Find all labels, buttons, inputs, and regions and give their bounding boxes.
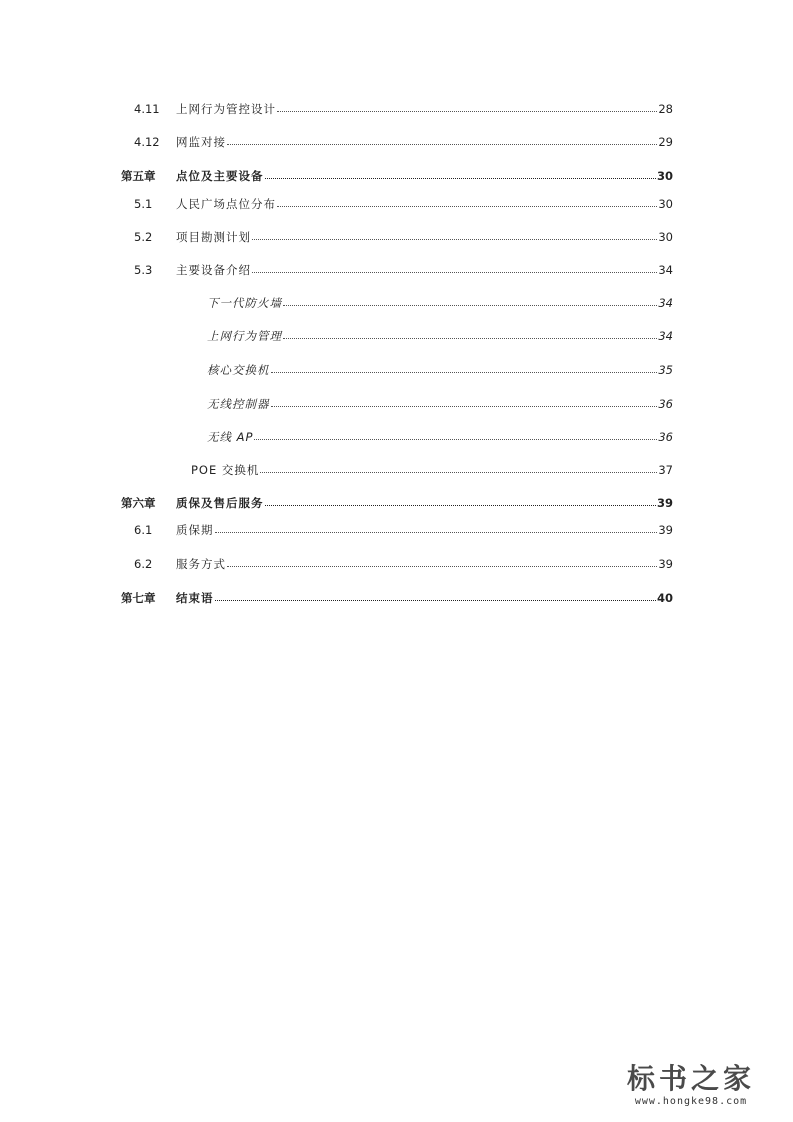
toc-row[interactable] (207, 362, 673, 378)
toc-title: 点位及主要设备 (176, 169, 264, 183)
toc-title: 无线 AP (207, 430, 254, 444)
toc-title: 人民广场点位分布 (176, 197, 276, 211)
toc-page-number: 30 (656, 169, 673, 183)
toc-leader-dots (227, 135, 657, 145)
toc-number: 4.11 (134, 102, 160, 116)
toc-title: 项目勘测计划 (176, 230, 251, 244)
toc-leader-dots (265, 496, 656, 506)
toc-title: 核心交换机 (207, 363, 270, 377)
toc-leader-dots (283, 329, 657, 339)
toc-page-number: 35 (658, 363, 673, 377)
toc-title: 结束语 (176, 591, 214, 605)
toc-leader-dots (260, 463, 657, 473)
toc-leader-dots (283, 296, 657, 306)
toc-page-number: 28 (658, 102, 673, 116)
toc-page-number: 39 (658, 557, 673, 571)
watermark-logo-text: 标书之家 (626, 1062, 755, 1095)
toc-page-number: 37 (658, 463, 673, 477)
toc-leader-dots (277, 197, 657, 207)
toc-number: 5.2 (134, 230, 153, 244)
toc-leader-dots (215, 591, 656, 601)
toc-leader-dots (271, 397, 658, 407)
toc-page-number: 30 (658, 230, 673, 244)
toc-row[interactable] (134, 522, 673, 538)
toc-leader-dots (277, 102, 657, 112)
watermark-url: www.hongke98.com (634, 1096, 748, 1107)
toc-title: 上网行为管理 (207, 329, 282, 343)
toc-leader-dots (227, 557, 657, 567)
toc-title: 下一代防火墙 (207, 296, 282, 310)
toc-row[interactable] (134, 101, 673, 117)
toc-title: 上网行为管控设计 (176, 102, 276, 116)
toc-number: 4.12 (134, 135, 160, 149)
toc-row[interactable] (121, 495, 673, 511)
toc-page-number: 29 (658, 135, 673, 149)
toc-page-number: 39 (656, 496, 673, 510)
toc-page-number: 40 (656, 591, 673, 605)
toc-page-number: 34 (658, 329, 673, 343)
toc-leader-dots (215, 523, 658, 533)
toc-number: 5.3 (134, 263, 153, 277)
toc-leader-dots (271, 363, 658, 373)
toc-title: 服务方式 (176, 557, 226, 571)
toc-row[interactable] (207, 295, 673, 311)
toc-row[interactable] (121, 168, 673, 184)
toc-page-number: 34 (658, 296, 673, 310)
toc-row[interactable] (134, 134, 673, 150)
toc-leader-dots (254, 430, 657, 440)
toc-page-number: 34 (658, 263, 673, 277)
toc-number: 5.1 (134, 197, 153, 211)
toc-page-number: 36 (658, 397, 673, 411)
toc-row[interactable] (134, 262, 673, 278)
toc-title: 质保期 (176, 523, 214, 537)
toc-row[interactable] (134, 229, 673, 245)
toc-row[interactable] (191, 462, 673, 478)
toc-row[interactable] (207, 429, 673, 445)
toc-row[interactable] (121, 590, 673, 606)
toc-number: 6.2 (134, 557, 153, 571)
toc-page-number: 39 (658, 523, 673, 537)
toc-leader-dots (252, 263, 657, 273)
toc-row[interactable] (134, 556, 673, 572)
toc-number: 第五章 (121, 169, 156, 183)
toc-title: 主要设备介绍 (176, 263, 251, 277)
toc-page-number: 36 (658, 430, 673, 444)
toc-number: 第七章 (121, 591, 156, 605)
toc-number: 第六章 (121, 496, 156, 510)
toc-title: POE 交换机 (191, 463, 260, 477)
toc-row[interactable] (134, 196, 673, 212)
toc-row[interactable] (207, 396, 673, 412)
toc-row[interactable] (207, 328, 673, 344)
toc-title: 网监对接 (176, 135, 226, 149)
toc-leader-dots (252, 230, 657, 240)
toc-page-number: 30 (658, 197, 673, 211)
toc-leader-dots (265, 169, 656, 179)
toc-title: 质保及售后服务 (176, 496, 264, 510)
toc-number: 6.1 (134, 523, 153, 537)
toc-title: 无线控制器 (207, 397, 270, 411)
watermark-logo (611, 1062, 771, 1108)
